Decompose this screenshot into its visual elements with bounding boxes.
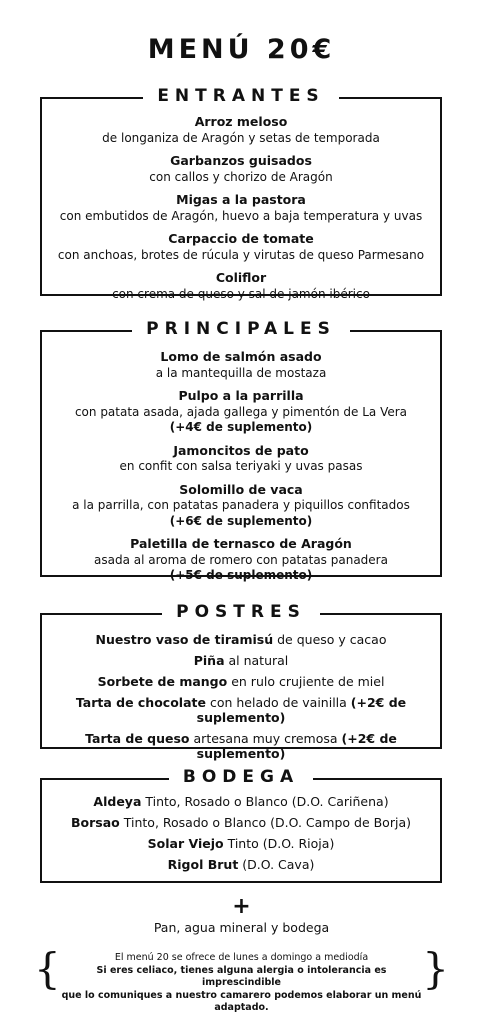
dish-supplement: (+5€ de suplemento)	[169, 568, 313, 582]
dessert-name: Tarta de queso	[85, 731, 190, 746]
postres-section	[40, 602, 442, 761]
dish-item	[42, 270, 440, 302]
footer-allergy-line1: Si eres celiaco, tienes alguna alergia o intolerancia es imprescindible	[96, 964, 387, 988]
dish-item	[42, 231, 440, 263]
dessert-item	[42, 695, 440, 725]
dessert-desc: con helado de vainilla	[209, 695, 347, 710]
dessert-desc: en rulo crujiente de miel	[231, 674, 385, 689]
dish-name: Lomo de salmón asado	[160, 349, 322, 364]
footer-allergy-line2: que lo comuniques a nuestro camarero podemos elaborar un menú adaptado.	[61, 989, 422, 1013]
dessert-desc: de queso y cacao	[277, 632, 387, 647]
footer-note	[34, 944, 449, 1013]
dish-item	[42, 153, 440, 185]
wine-name: Solar Viejo	[147, 836, 224, 851]
dish-name: Paletilla de ternasco de Aragón	[130, 536, 352, 551]
dish-name: Pulpo a la parrilla	[178, 388, 304, 403]
plus-icon: +	[232, 894, 251, 919]
dessert-item	[42, 632, 440, 647]
included-extras: Pan, agua mineral y bodega	[153, 920, 330, 935]
principales-section	[40, 319, 442, 582]
wine-desc: Tinto, Rosado o Blanco (D.O. Campo de Borja)	[123, 815, 411, 830]
dessert-supplement: (+2€ de suplemento)	[196, 731, 397, 761]
dish-desc: de longaniza de Aragón y setas de temporada	[102, 130, 380, 145]
wine-name: Aldeya	[93, 794, 142, 809]
wine-item	[42, 794, 440, 809]
dish-item	[42, 388, 440, 436]
dish-desc: asada al aroma de romero con patatas panadera	[94, 552, 388, 567]
menu-title: MENÚ 20€	[147, 34, 336, 65]
dessert-name: Tarta de chocolate	[75, 695, 206, 710]
dish-desc: con crema de queso y sal de jamón ibérico	[112, 286, 370, 301]
dish-item	[42, 192, 440, 224]
wine-item	[42, 836, 440, 851]
dish-desc: con embutidos de Aragón, huevo a baja temperatura y uvas	[59, 208, 423, 223]
dessert-supplement: (+2€ de suplemento)	[196, 695, 407, 725]
bodega-heading: BODEGA	[169, 767, 313, 787]
entrantes-heading: ENTRANTES	[143, 86, 338, 106]
dessert-item	[42, 653, 440, 668]
dish-item	[42, 114, 440, 146]
dessert-item	[42, 674, 440, 689]
dish-desc: en confit con salsa teriyaki y uvas pasas	[119, 459, 363, 473]
dish-name: Arroz meloso	[194, 114, 288, 129]
footer-schedule: El menú 20 se ofrece de lunes a domingo a mediodía	[114, 952, 369, 963]
dish-name: Carpaccio de tomate	[168, 231, 314, 246]
right-brace-icon: }	[422, 944, 449, 993]
dish-item	[42, 349, 440, 381]
left-brace-icon: {	[34, 944, 61, 993]
dish-supplement: (+4€ de suplemento)	[169, 420, 313, 434]
wine-desc: (D.O. Cava)	[242, 857, 315, 872]
dish-item	[42, 536, 440, 584]
wine-name: Rigol Brut	[167, 857, 239, 872]
dessert-name: Piña	[193, 653, 225, 668]
entrantes-section	[40, 86, 442, 301]
bodega-section	[40, 767, 442, 883]
dish-name: Garbanzos guisados	[170, 153, 312, 168]
principales-heading: PRINCIPALES	[132, 319, 350, 339]
wine-desc: Tinto (D.O. Rioja)	[227, 836, 335, 851]
dish-desc: con patata asada, ajada gallega y pimentón de La Vera	[74, 404, 408, 419]
wine-name: Borsao	[71, 815, 120, 830]
dish-item	[42, 482, 440, 530]
dish-name: Coliflor	[215, 270, 267, 285]
dish-desc: con anchoas, brotes de rúcula y virutas de queso Parmesano	[57, 247, 425, 262]
wine-desc: Tinto, Rosado o Blanco (D.O. Cariñena)	[145, 794, 389, 809]
wine-item	[42, 857, 440, 872]
dish-desc: con callos y chorizo de Aragón	[149, 169, 333, 184]
dessert-name: Nuestro vaso de tiramisú	[95, 632, 274, 647]
dish-supplement: (+6€ de suplemento)	[169, 513, 313, 528]
dessert-desc: artesana muy cremosa	[193, 731, 338, 746]
dish-name: Jamoncitos de pato	[173, 442, 309, 458]
dish-name: Solomillo de vaca	[179, 481, 303, 497]
dessert-desc: al natural	[228, 653, 289, 668]
wine-item	[42, 815, 440, 830]
dessert-item	[42, 731, 440, 761]
dish-name: Migas a la pastora	[176, 192, 306, 207]
dish-desc: a la parrilla, con patatas panadera y piquillos confitados	[72, 498, 410, 512]
dish-desc: a la mantequilla de mostaza	[155, 365, 327, 380]
dish-item	[42, 443, 440, 475]
dessert-name: Sorbete de mango	[97, 674, 228, 689]
postres-heading: POSTRES	[162, 602, 320, 622]
